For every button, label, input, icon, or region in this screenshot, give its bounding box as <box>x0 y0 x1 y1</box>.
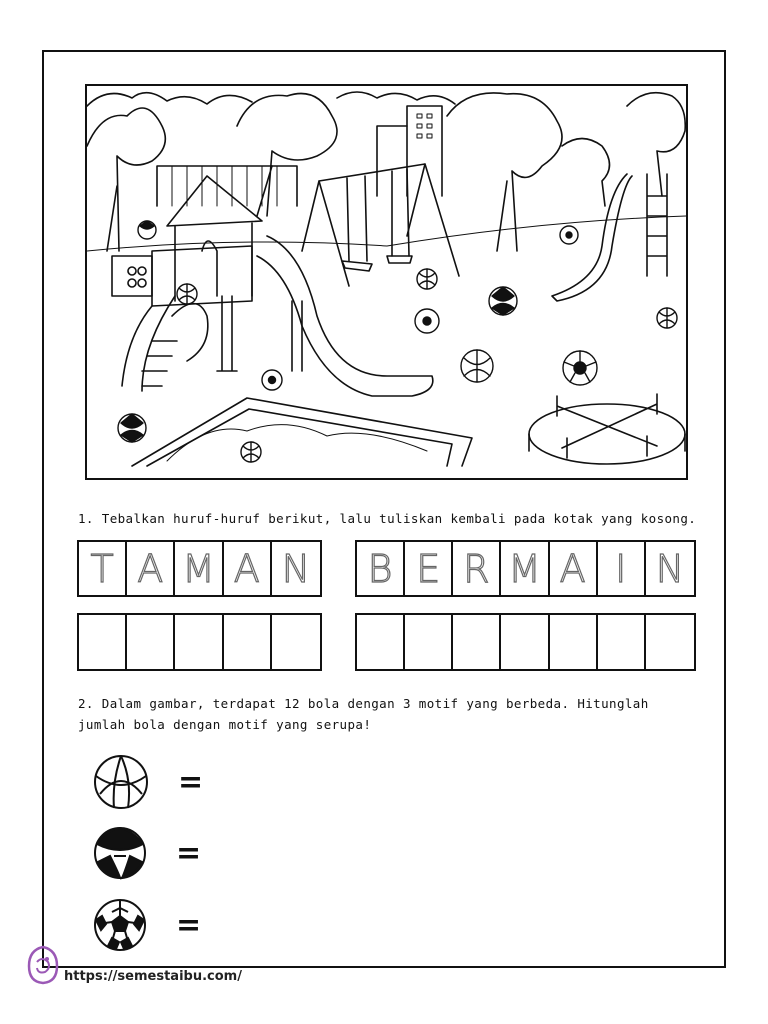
trace-letter: E <box>416 546 441 591</box>
answer-row-striped <box>92 754 203 810</box>
trace-letter: N <box>281 546 311 591</box>
trace-cell[interactable] <box>272 542 320 595</box>
trace-letter: T <box>90 546 114 591</box>
trace-letter: B <box>367 546 393 591</box>
question-2-line-1: 2. Dalam gambar, terdapat 12 bola dengan 3 motif yang berbeda. Hitunglah <box>78 696 649 711</box>
trace-cell[interactable] <box>453 542 501 595</box>
write-cell[interactable] <box>646 615 694 669</box>
trace-letter: A <box>559 546 586 591</box>
write-cell[interactable] <box>175 615 223 669</box>
trace-cell[interactable] <box>79 542 127 595</box>
trace-letter: M <box>508 546 541 591</box>
equals-sign: = <box>176 835 202 871</box>
tracing-row-bermain <box>355 540 696 597</box>
trace-letter: A <box>137 546 164 591</box>
writing-row-2 <box>355 613 696 671</box>
trace-cell[interactable] <box>175 542 223 595</box>
question-1-text: 1. Tebalkan huruf-huruf berikut, lalu tuliskan kembali pada kotak yang kosong. <box>78 511 697 526</box>
equals-sign: = <box>178 764 204 800</box>
trace-cell[interactable] <box>646 542 694 595</box>
beach-ball-dark-icon <box>92 826 148 880</box>
write-cell[interactable] <box>224 615 272 669</box>
trace-letter: N <box>655 546 685 591</box>
trace-letter: A <box>233 546 260 591</box>
playground-illustration <box>85 84 688 480</box>
answer-row-dark <box>92 826 201 880</box>
write-cell[interactable] <box>550 615 598 669</box>
question-2-line-2: jumlah bola dengan motif yang serupa! <box>78 717 372 732</box>
footer <box>26 944 242 986</box>
website-link[interactable]: https://semestaibu.com/ <box>64 968 242 984</box>
writing-row-1 <box>77 613 322 671</box>
trace-cell[interactable] <box>501 542 549 595</box>
trace-cell[interactable] <box>357 542 405 595</box>
trace-cell[interactable] <box>224 542 272 595</box>
write-cell[interactable] <box>127 615 175 669</box>
tracing-row-taman <box>77 540 322 597</box>
write-cell[interactable] <box>453 615 501 669</box>
write-cell[interactable] <box>598 615 646 669</box>
trace-letter: R <box>463 546 490 591</box>
semestaibu-logo-icon <box>26 944 60 986</box>
write-cell[interactable] <box>357 615 405 669</box>
write-cell[interactable] <box>272 615 320 669</box>
trace-cell[interactable] <box>127 542 175 595</box>
trace-letter: M <box>182 546 215 591</box>
beach-ball-striped-icon <box>92 754 150 810</box>
trace-cell[interactable] <box>405 542 453 595</box>
trace-letter: I <box>615 546 627 591</box>
trace-cell[interactable] <box>550 542 598 595</box>
write-cell[interactable] <box>79 615 127 669</box>
trace-cell[interactable] <box>598 542 646 595</box>
write-cell[interactable] <box>501 615 549 669</box>
write-cell[interactable] <box>405 615 453 669</box>
equals-sign: = <box>176 907 202 943</box>
